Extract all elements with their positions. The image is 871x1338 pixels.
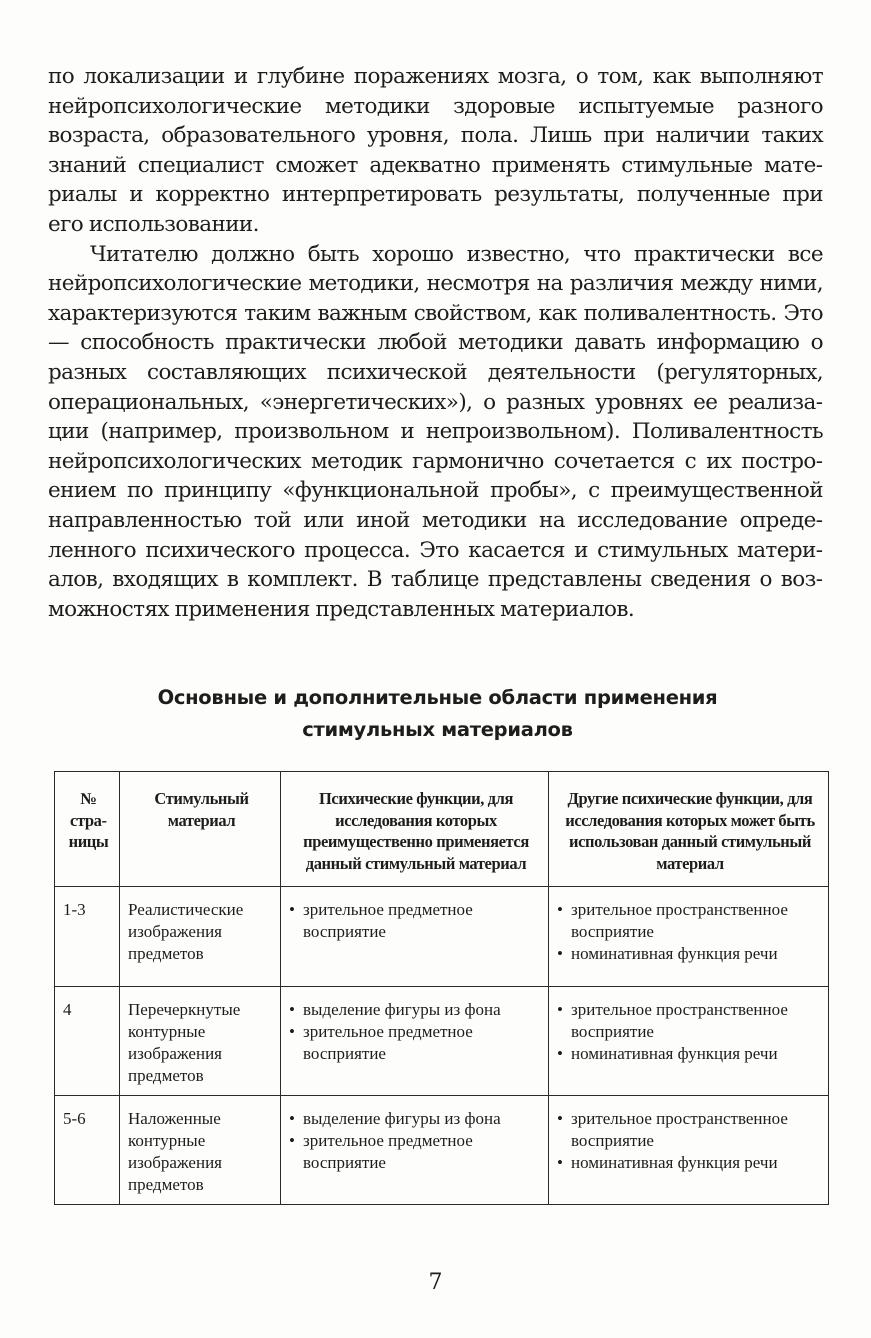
list-item: • номинативная функция речи (557, 943, 823, 965)
cell-primary (281, 887, 549, 987)
list-item: • выделение фигуры из фона (289, 1108, 543, 1130)
cell-primary (281, 987, 549, 1096)
header-primary-functions: Психические функции, для исследования которых преимущественно применяется данный стимульный материал (281, 772, 549, 887)
list-item: • номинативная функция речи (557, 1043, 823, 1065)
header-page-no: № страницы (55, 772, 120, 887)
list-item: • зрительное предметное восприятие (289, 899, 543, 943)
paragraph-2: Читателю должно быть хорошо известно, что практически все нейропсихологические методики, несмотря на различия между ними, характеризуются таким важным свойством, как поливалентность. Это — способность практически любой методики давать информацию о разных составляющих психической деятельности (регуляторных, операциональных, «энергетических»), о разных уровнях ее реализации (например, произвольном и непроизвольном). Поливалентность нейропсихологических методик гармонично сочетается с их построением по принципу «функциональной пробы», с преимущественной направленностью той или иной методики на исследование определенного психического процесса. Это касается и стимульных материалов, входящих в комплект. В таблице представлены сведения о возможностях применения представленных материалов. (48, 241, 823, 622)
page-number: 7 (428, 1270, 443, 1295)
cell-material: Наложенные контурные изображения предметов (120, 1096, 281, 1205)
list-item: • зрительное пространственное восприятие (557, 899, 823, 943)
list-item: • номинативная функция речи (557, 1152, 823, 1174)
cell-other (549, 1096, 829, 1205)
table-row (55, 887, 829, 987)
cell-other (549, 887, 829, 987)
table-title-line-1: Основные и дополнительные области применения (157, 686, 718, 709)
list-item: • зрительное предметное восприятие (289, 1130, 543, 1174)
table-header-row (55, 772, 829, 887)
stimulus-materials-table (54, 771, 829, 1205)
cell-other (549, 987, 829, 1096)
list-item: • зрительное пространственное восприятие (557, 999, 823, 1043)
body-text (48, 62, 823, 624)
cell-page: 1-3 (55, 887, 120, 987)
cell-primary (281, 1096, 549, 1205)
cell-material: Перечеркнутые контурные изображения предметов (120, 987, 281, 1096)
paragraph-1: по локализации и глубине поражениях мозга, о том, как выполняют нейропсихологические методики здоровые испытуемые разного возраста, образовательного уровня, пола. Лишь при наличии таких знаний специалист сможет адекватно применять стимульные материалы и корректно интерпретировать результаты, полученные при его использовании. (48, 64, 823, 237)
header-other-functions: Другие психические функции, для исследования которых может быть использован данный стимульный материал (549, 772, 829, 887)
cell-page: 5-6 (55, 1096, 120, 1205)
list-item: • выделение фигуры из фона (289, 999, 543, 1021)
table-row (55, 987, 829, 1096)
list-item: • зрительное предметное восприятие (289, 1021, 543, 1065)
table-title (60, 682, 815, 746)
table-title-line-2: стимульных материалов (302, 718, 573, 741)
cell-page: 4 (55, 987, 120, 1096)
cell-material: Реалистические изображения предметов (120, 887, 281, 987)
table-row (55, 1096, 829, 1205)
list-item: • зрительное пространственное восприятие (557, 1108, 823, 1152)
header-material: Стимульный материал (120, 772, 281, 887)
